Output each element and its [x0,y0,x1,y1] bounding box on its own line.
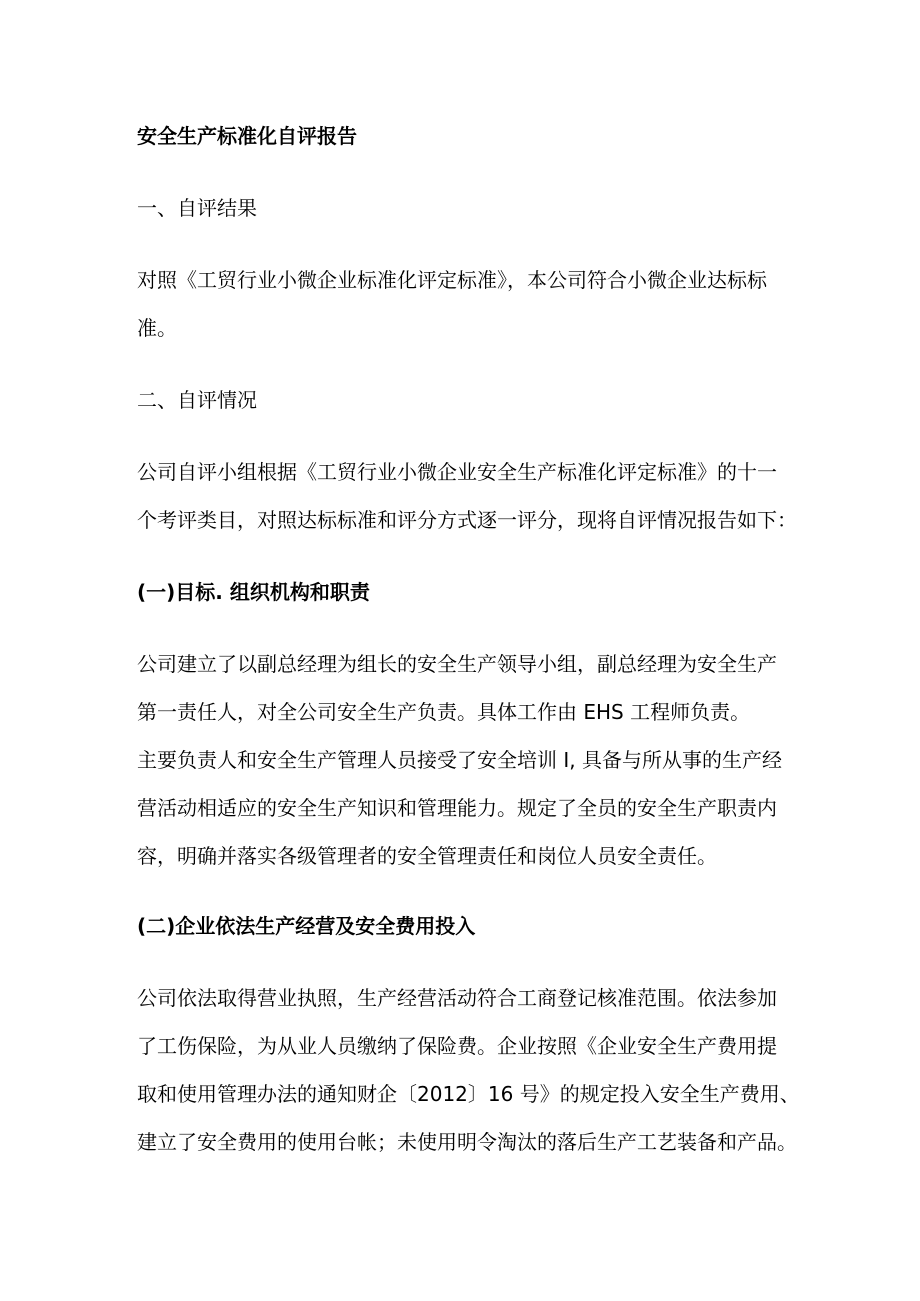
paragraph-line: 取和使用管理办法的通知财企〔2012〕16 号》的规定投入安全生产费用、 [137,1082,800,1106]
paragraph-line: 对照《工贸行业小微企业标准化评定标准》，本公司符合小微企业达标标 [137,268,767,292]
paragraph-line: 准。 [137,316,177,340]
section-heading-results: 一、自评结果 [137,196,257,220]
paragraph-line: 公司自评小组根据《工贸行业小微企业安全生产标准化评定标准》的十一 [137,460,777,484]
section-heading-situation: 二、自评情况 [137,388,257,412]
paragraph-line: 容，明确并落实各级管理者的安全管理责任和岗位人员安全责任。 [137,844,717,868]
subsection-heading-goals: (一)目标. 组织机构和职责 [137,580,370,604]
paragraph-line: 了工伤保险，为从业人员缴纳了保险费。企业按照《企业安全生产费用提 [137,1034,777,1058]
paragraph-line: 建立了安全费用的使用台帐；未使用明令淘汰的落后生产工艺装备和产品。 [137,1130,797,1154]
paragraph-line: 第一责任人，对全公司安全生产负责。具体工作由 EHS 工程师负责。 [137,700,751,724]
paragraph-line: 主要负责人和安全生产管理人员接受了安全培训 I, 具备与所从事的生产经 [137,748,782,772]
paragraph-line: 公司建立了以副总经理为组长的安全生产领导小组，副总经理为安全生产 [137,652,777,676]
paragraph-line: 个考评类目，对照达标标准和评分方式逐一评分，现将自评情况报告如下： [137,508,797,532]
document-title: 安全生产标准化自评报告 [137,124,357,148]
paragraph-line: 公司依法取得营业执照，生产经营活动符合工商登记核准范围。依法参加 [137,986,777,1010]
subsection-heading-costs: (二)企业依法生产经营及安全费用投入 [137,914,476,938]
paragraph-line: 营活动相适应的安全生产知识和管理能力。规定了全员的安全生产职责内 [137,796,777,820]
